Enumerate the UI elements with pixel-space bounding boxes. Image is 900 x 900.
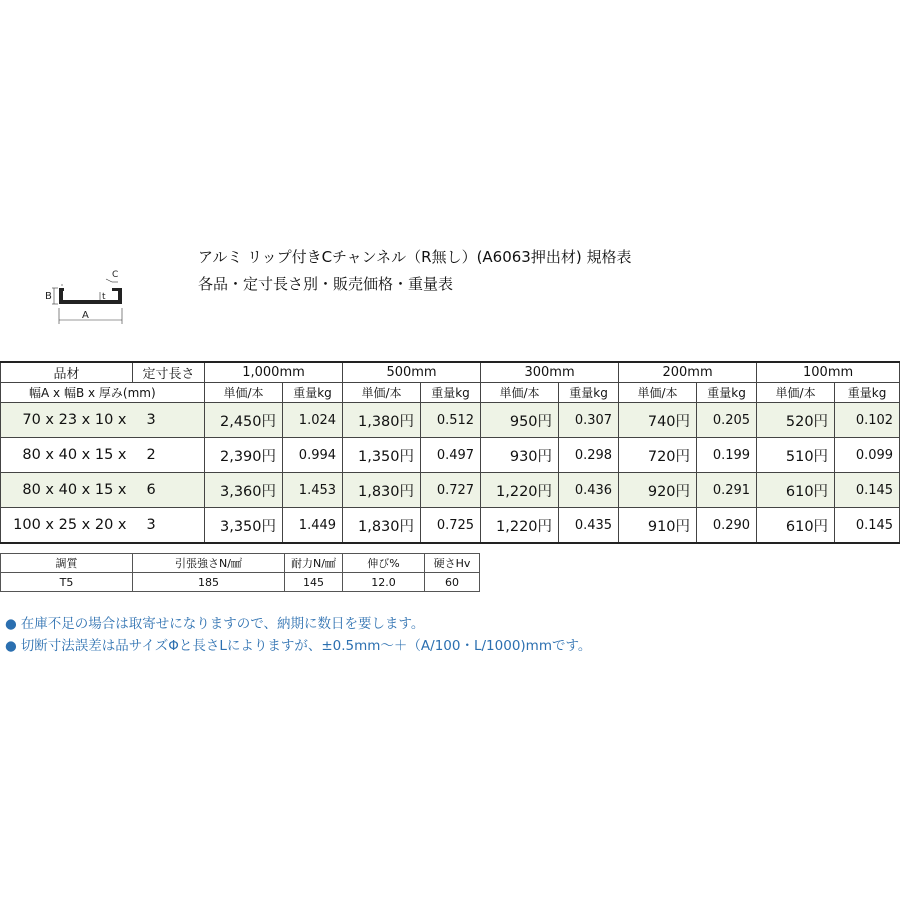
label-b: B bbox=[45, 291, 52, 302]
header-unit-price: 単価/本 bbox=[343, 383, 421, 403]
price-cell: 2,450円 bbox=[205, 403, 283, 438]
price-cell: 1,350円 bbox=[343, 438, 421, 473]
table-row bbox=[1, 508, 900, 544]
header-length-300: 300mm bbox=[481, 362, 619, 383]
header-weight: 重量kg bbox=[559, 383, 619, 403]
weight-cell: 0.298 bbox=[559, 438, 619, 473]
note-stock bbox=[5, 612, 424, 632]
header-fixed-length: 定寸長さ bbox=[133, 362, 205, 383]
price-cell: 520円 bbox=[757, 403, 835, 438]
header-unit-price: 単価/本 bbox=[481, 383, 559, 403]
weight-cell: 1.453 bbox=[283, 473, 343, 508]
property-header-yield: 耐力N/㎟ bbox=[285, 554, 343, 573]
header-unit-price: 単価/本 bbox=[205, 383, 283, 403]
size-cell: 80 x 40 x 15 x bbox=[1, 438, 133, 473]
weight-cell: 0.290 bbox=[697, 508, 757, 544]
weight-cell: 0.727 bbox=[421, 473, 481, 508]
price-cell: 720円 bbox=[619, 438, 697, 473]
bullet-icon: ● bbox=[5, 616, 17, 632]
property-header-temper: 調質 bbox=[1, 554, 133, 573]
label-a: A bbox=[82, 310, 89, 321]
c-channel-profile bbox=[59, 288, 122, 304]
header-length-500: 500mm bbox=[343, 362, 481, 383]
label-t: t bbox=[102, 292, 106, 302]
weight-cell: 0.435 bbox=[559, 508, 619, 544]
size-cell: 80 x 40 x 15 x bbox=[1, 473, 133, 508]
header-row-lengths bbox=[1, 362, 900, 383]
header-length-1000: 1,000mm bbox=[205, 362, 343, 383]
page-title: アルミ リップ付きCチャンネル（R無し）(A6063押出材) 規格表 bbox=[198, 248, 632, 266]
property-header-hardness: 硬さHv bbox=[425, 554, 480, 573]
weight-cell: 0.102 bbox=[835, 403, 900, 438]
property-elongation: 12.0 bbox=[343, 573, 425, 592]
weight-cell: 1.449 bbox=[283, 508, 343, 544]
property-header-elongation: 伸び% bbox=[343, 554, 425, 573]
header-length-200: 200mm bbox=[619, 362, 757, 383]
length-cell: 3 bbox=[133, 508, 205, 544]
price-cell: 920円 bbox=[619, 473, 697, 508]
price-cell: 1,220円 bbox=[481, 508, 559, 544]
price-cell: 950円 bbox=[481, 403, 559, 438]
table-row bbox=[1, 438, 900, 473]
label-c: C bbox=[112, 270, 119, 280]
length-cell: 2 bbox=[133, 438, 205, 473]
header-dims: 幅A x 幅B x 厚み(mm) bbox=[1, 383, 205, 403]
weight-cell: 0.994 bbox=[283, 438, 343, 473]
price-cell: 610円 bbox=[757, 508, 835, 544]
weight-cell: 0.512 bbox=[421, 403, 481, 438]
header-weight: 重量kg bbox=[421, 383, 481, 403]
note-text: 在庫不足の場合は取寄せになりますので、納期に数日を要します。 bbox=[20, 616, 425, 632]
header-material: 品材 bbox=[1, 362, 133, 383]
price-cell: 1,830円 bbox=[343, 508, 421, 544]
price-cell: 740円 bbox=[619, 403, 697, 438]
header-weight: 重量kg bbox=[697, 383, 757, 403]
weight-cell: 0.145 bbox=[835, 508, 900, 544]
spec-table bbox=[0, 361, 900, 544]
property-tensile: 185 bbox=[133, 573, 285, 592]
weight-cell: 0.099 bbox=[835, 438, 900, 473]
weight-cell: 0.199 bbox=[697, 438, 757, 473]
price-cell: 610円 bbox=[757, 473, 835, 508]
weight-cell: 0.725 bbox=[421, 508, 481, 544]
price-cell: 510円 bbox=[757, 438, 835, 473]
property-value-row bbox=[1, 573, 480, 592]
header-unit-price: 単価/本 bbox=[757, 383, 835, 403]
weight-cell: 0.145 bbox=[835, 473, 900, 508]
page-subtitle: 各品・定寸長さ別・販売価格・重量表 bbox=[198, 275, 454, 293]
property-yield: 145 bbox=[285, 573, 343, 592]
price-cell: 2,390円 bbox=[205, 438, 283, 473]
property-table bbox=[0, 553, 480, 592]
weight-cell: 0.307 bbox=[559, 403, 619, 438]
weight-cell: 0.497 bbox=[421, 438, 481, 473]
price-cell: 3,350円 bbox=[205, 508, 283, 544]
price-cell: 1,220円 bbox=[481, 473, 559, 508]
price-cell: 1,380円 bbox=[343, 403, 421, 438]
property-temper: T5 bbox=[1, 573, 133, 592]
property-hardness: 60 bbox=[425, 573, 480, 592]
header-weight: 重量kg bbox=[835, 383, 900, 403]
header-length-100: 100mm bbox=[757, 362, 900, 383]
c-channel-diagram bbox=[42, 266, 132, 326]
bullet-icon: ● bbox=[5, 638, 17, 654]
weight-cell: 0.291 bbox=[697, 473, 757, 508]
price-cell: 910円 bbox=[619, 508, 697, 544]
length-cell: 3 bbox=[133, 403, 205, 438]
size-cell: 100 x 25 x 20 x bbox=[1, 508, 133, 544]
price-cell: 3,360円 bbox=[205, 473, 283, 508]
table-row bbox=[1, 403, 900, 438]
property-header-tensile: 引張強さN/㎟ bbox=[133, 554, 285, 573]
note-text: 切断寸法誤差は品サイズΦと長さLによりますが、±0.5mm～＋（A/100・L/1000)mmです。 bbox=[20, 638, 592, 654]
length-cell: 6 bbox=[133, 473, 205, 508]
header-row-columns bbox=[1, 383, 900, 403]
note-tolerance bbox=[5, 634, 591, 654]
weight-cell: 0.205 bbox=[697, 403, 757, 438]
weight-cell: 1.024 bbox=[283, 403, 343, 438]
header-weight: 重量kg bbox=[283, 383, 343, 403]
size-cell: 70 x 23 x 10 x bbox=[1, 403, 133, 438]
table-row bbox=[1, 473, 900, 508]
price-cell: 930円 bbox=[481, 438, 559, 473]
price-cell: 1,830円 bbox=[343, 473, 421, 508]
weight-cell: 0.436 bbox=[559, 473, 619, 508]
header-unit-price: 単価/本 bbox=[619, 383, 697, 403]
property-header-row bbox=[1, 554, 480, 573]
